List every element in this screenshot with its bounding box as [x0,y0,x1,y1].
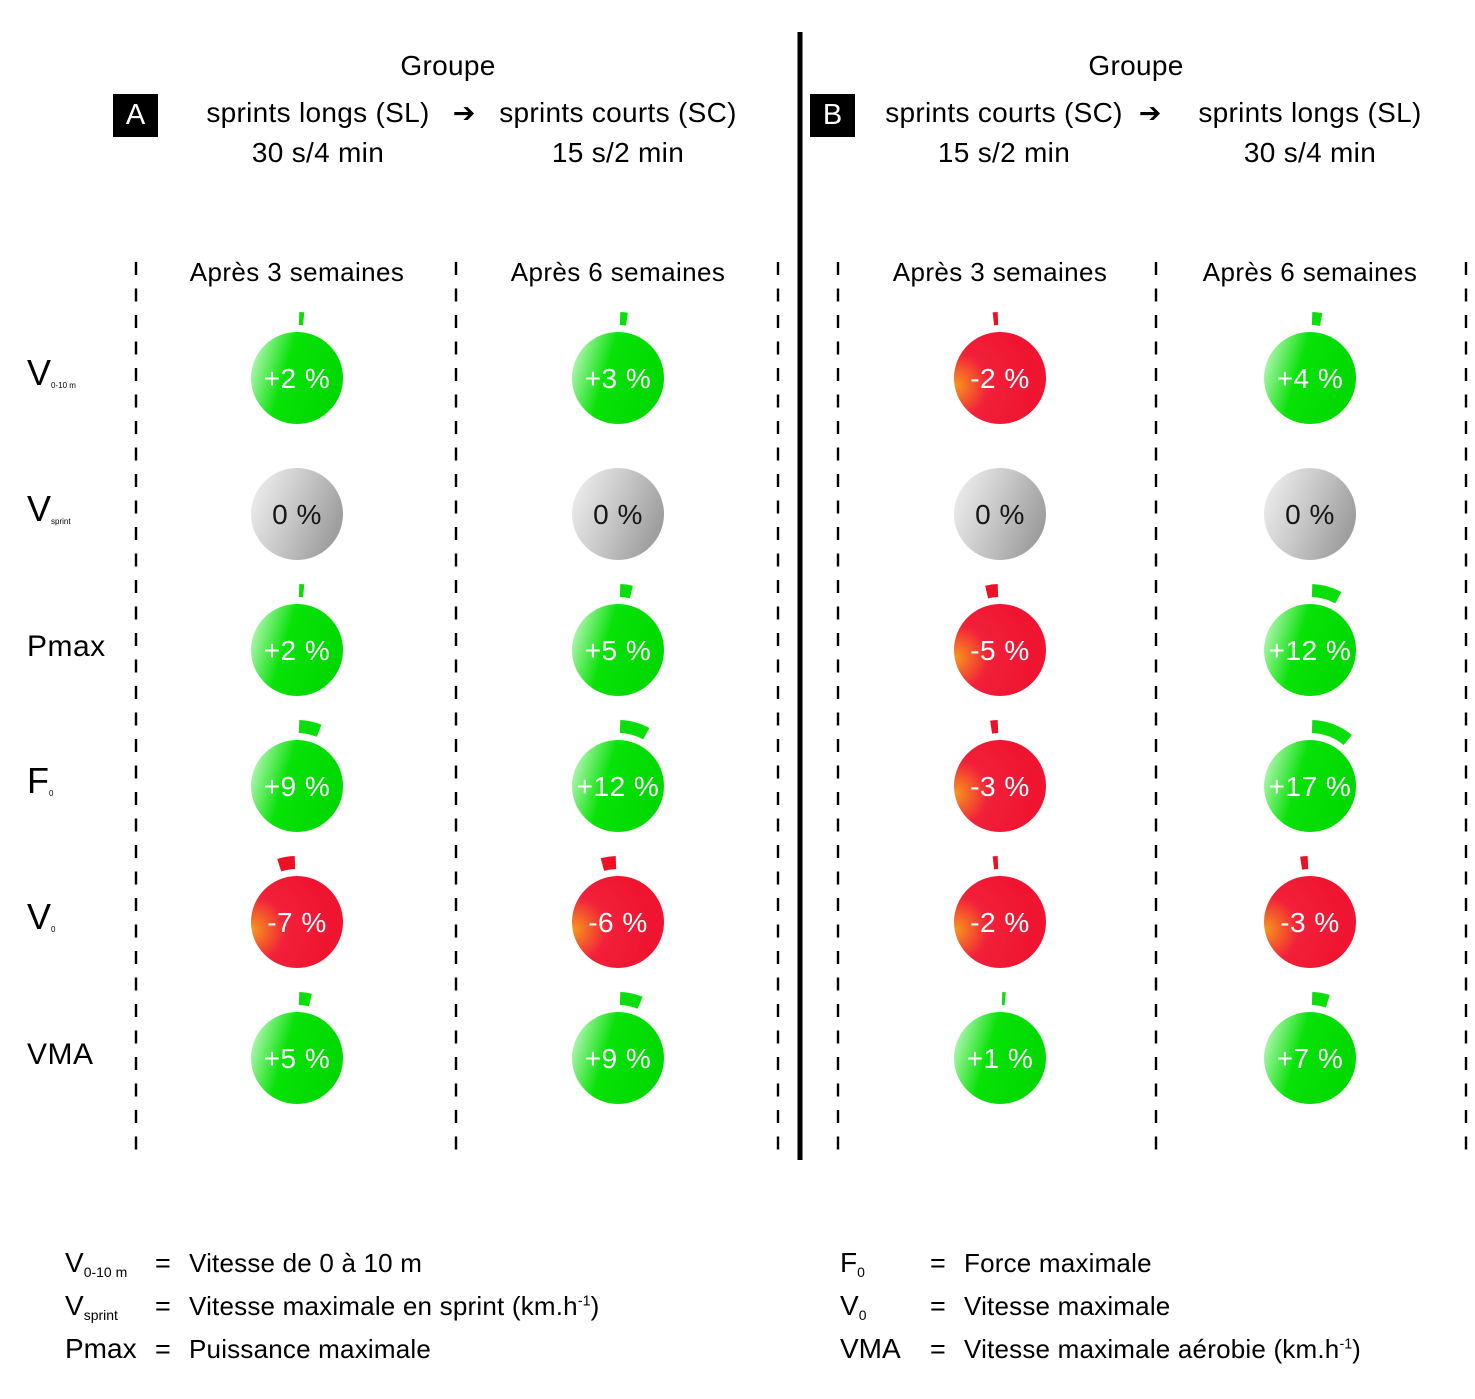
stopwatch-indicator-a-col1-row6 [222,958,372,1128]
stopwatch-indicator-b-col1-row6 [925,958,1075,1128]
group-a-col1-header: Après 3 semaines [189,257,405,287]
group-a-from-protocol: 30 s/4 min [251,137,385,168]
indicator-value: +4 % [1276,363,1344,395]
indicator-value: +12 % [1268,635,1352,667]
legend-right-item [840,1333,1361,1376]
right-arrow-icon: ➔ [452,98,476,128]
indicator-value: -5 % [970,635,1030,667]
metric-symbol: V [27,488,52,529]
group-a-to-label: sprints courts (SC) [499,97,737,128]
stopwatch-tick-icon [299,992,312,1006]
legend-right-item [840,1247,1361,1290]
group-a-from-label: sprints longs (SL) [206,97,430,128]
right-arrow-icon: ➔ [1138,98,1162,128]
equals-sign: = [930,1334,946,1364]
indicator-value: +17 % [1268,771,1352,803]
metric-subscript: sprint [51,516,71,526]
metric-subscript: 0-10 m [51,380,76,390]
legend-symbol: $F_0$ [840,1247,865,1280]
stopwatch-tick-icon [601,856,616,871]
indicator-value: +2 % [263,635,331,667]
legend-symbol: $V_{sprint}$ [65,1290,118,1323]
row-label-v0-10-m [27,352,76,394]
indicator-value: +1 % [966,1043,1034,1075]
group-a-col2-header: Après 6 semaines [510,257,726,287]
equals-sign: = [930,1291,946,1321]
group-b-from-protocol: 15 s/2 min [937,137,1071,168]
stopwatch-indicator-a-col2-row6 [543,958,693,1128]
stopwatch-tick-icon [299,312,305,325]
legend-left-item [65,1247,599,1290]
legend-symbol: $V_0$ [840,1290,867,1323]
legend-left-item [65,1333,599,1376]
legend-left-item [65,1290,599,1333]
equals-sign: = [155,1334,171,1364]
group-b-to-protocol: 30 s/4 min [1243,137,1377,168]
metric-symbol: F [27,760,49,801]
stopwatch-tick-icon [1312,312,1323,326]
group-b-col2-header: Après 6 semaines [1202,257,1418,287]
row-label-vsprint [27,488,71,530]
stopwatch-tick-icon [985,584,998,598]
group-a-badge: A [113,94,158,137]
stopwatch-tick-icon [1312,584,1342,603]
row-label-vma [27,1038,94,1072]
stopwatch-tick-icon [277,856,295,871]
legend-definition: Vitesse maximale [964,1291,1171,1321]
stopwatch-tick-icon [1312,992,1330,1007]
stopwatch-tick-icon [299,584,305,597]
indicator-value: +2 % [263,363,331,395]
indicator-value: -2 % [970,907,1030,939]
stopwatch-tick-icon [1002,992,1006,1005]
legend-left [65,1247,599,1376]
indicator-value: +9 % [584,1043,652,1075]
metric-symbol: V [27,352,52,393]
legend-right [840,1247,1361,1376]
legend-definition: Force maximale [964,1248,1152,1278]
group-a-to-protocol: 15 s/2 min [551,137,685,168]
stopwatch-tick-icon [620,584,633,598]
row-label-pmax [27,630,106,664]
stopwatch-tick-icon [620,720,650,739]
stopwatch-tick-icon [993,856,999,869]
indicator-value: -2 % [970,363,1030,395]
metric-subscript: 0 [51,924,56,934]
indicator-value: +5 % [584,635,652,667]
indicator-value: -6 % [588,907,648,939]
stopwatch-tick-icon [993,312,999,325]
indicator-value: +5 % [263,1043,331,1075]
stopwatch-tick-icon [620,992,643,1009]
equals-sign: = [930,1248,946,1278]
group-a-title: Groupe [400,50,496,81]
indicator-value: -3 % [1280,907,1340,939]
row-label-v0 [27,896,55,938]
indicator-value: +3 % [584,363,652,395]
group-b-to-label: sprints longs (SL) [1198,97,1422,128]
metric-symbol: VMA [27,1038,94,1071]
legend-right-item [840,1290,1361,1333]
group-b-badge: B [810,94,855,137]
equals-sign: = [155,1248,171,1278]
legend-symbol: Pmax [65,1333,137,1364]
legend-symbol: VMA [840,1333,901,1364]
indicator-value: +12 % [576,771,660,803]
indicator-value: 0 % [975,499,1025,531]
stopwatch-indicator-b-col2-row6 [1235,958,1385,1128]
group-b-from-label: sprints courts (SC) [885,97,1123,128]
metric-symbol: V [27,896,52,937]
indicator-value: 0 % [272,499,322,531]
legend-definition: Vitesse de 0 à 10 m [189,1248,423,1278]
group-b-col1-header: Après 3 semaines [892,257,1108,287]
row-label-f0 [27,760,53,802]
equals-sign: = [155,1291,171,1321]
group-b-title: Groupe [1088,50,1184,81]
legend-symbol: $V_{0-10 m}$ [65,1247,128,1280]
indicator-value: 0 % [593,499,643,531]
indicator-value: -3 % [970,771,1030,803]
indicator-value: +9 % [263,771,331,803]
legend-definition: Vitesse maximale aérobie $(km.h^{-1})$ [964,1334,1362,1364]
metric-subscript: 0 [49,788,54,798]
stopwatch-tick-icon [299,720,322,737]
stopwatch-tick-icon [1300,856,1308,870]
indicator-value: +7 % [1276,1043,1344,1075]
metric-symbol: Pmax [27,630,106,663]
indicator-value: -7 % [267,907,327,939]
legend-definition: Vitesse maximale en sprint $(km.h^{-1})$ [189,1291,600,1321]
indicator-value: 0 % [1285,499,1335,531]
legend-definition: Puissance maximale [189,1334,432,1364]
stopwatch-tick-icon [620,312,628,326]
stopwatch-tick-icon [990,720,998,734]
